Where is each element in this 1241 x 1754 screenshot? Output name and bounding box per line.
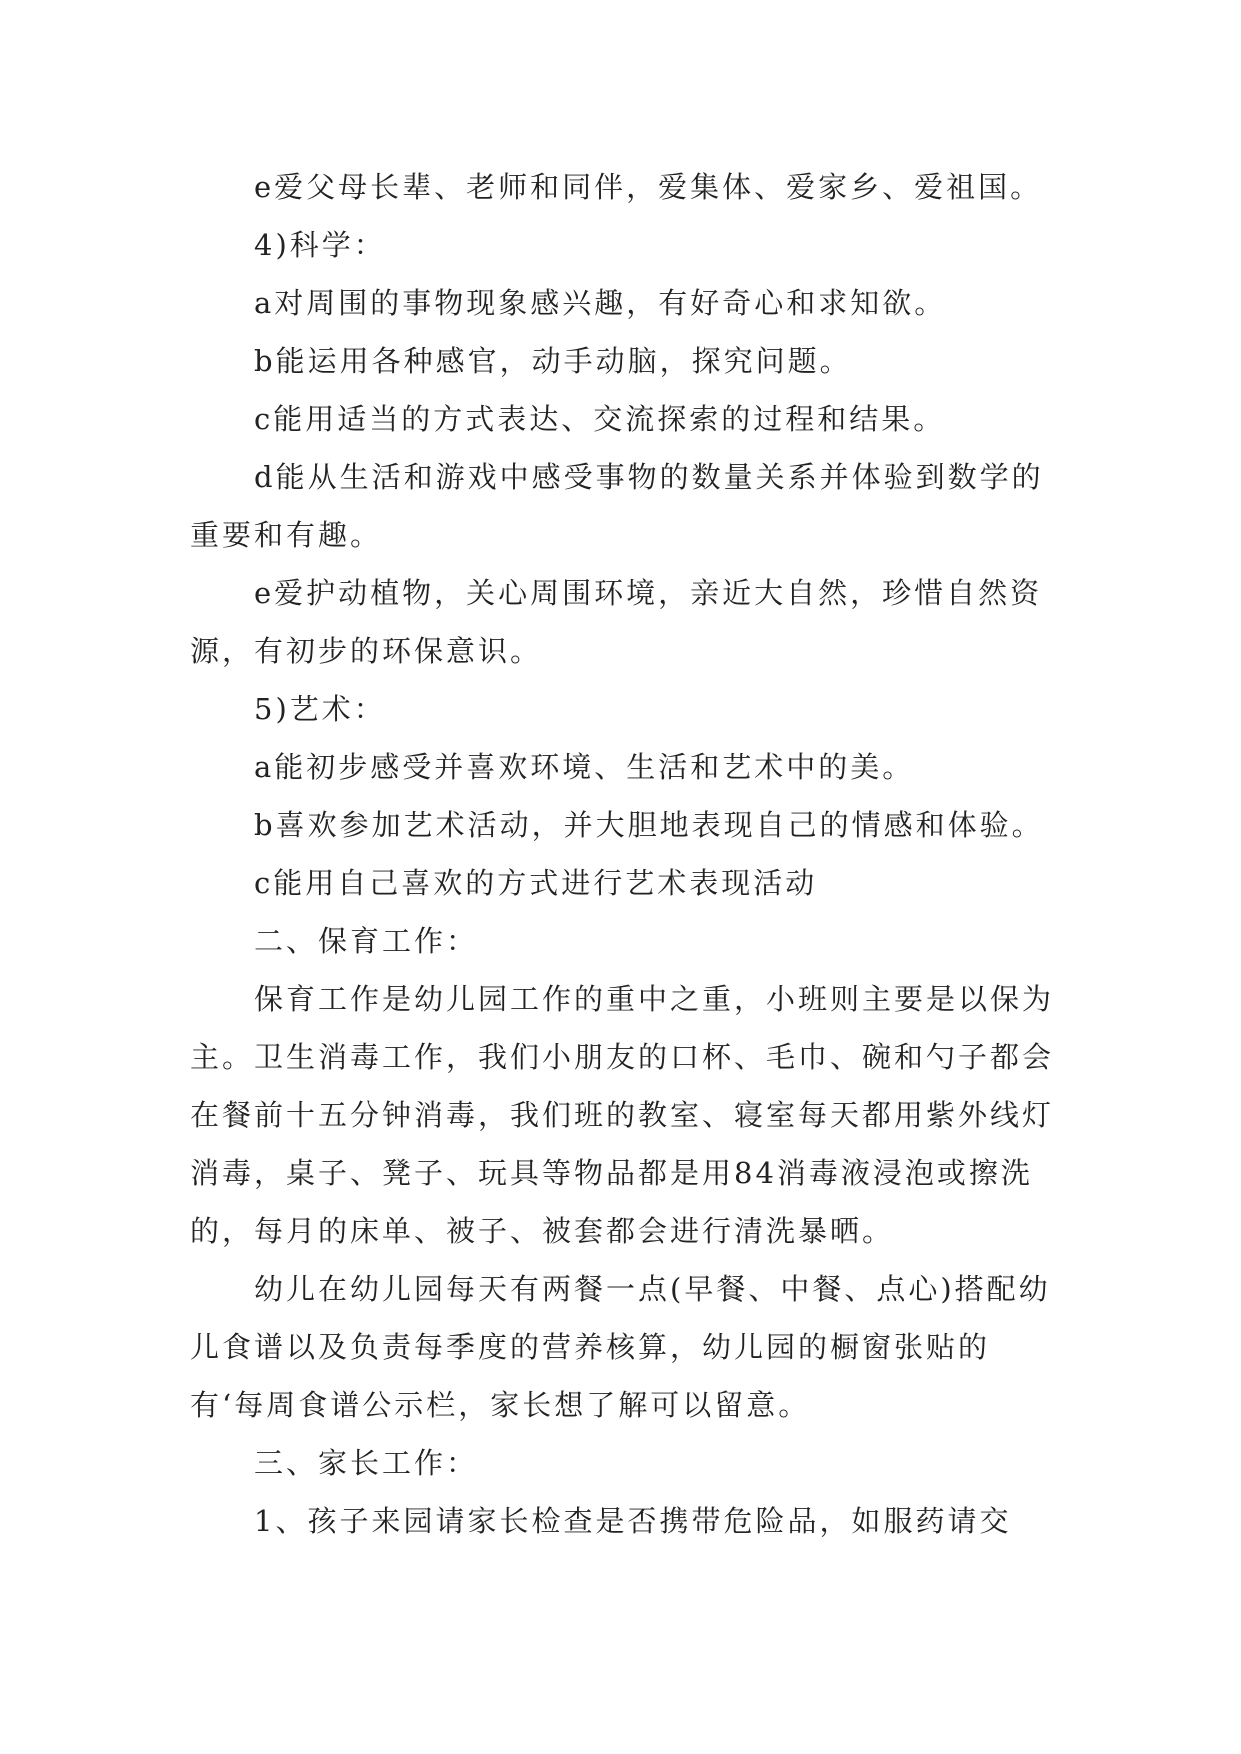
paragraph-science-a: a对周围的事物现象感兴趣，有好奇心和求知欲。 (254, 286, 947, 320)
heading-science: 4)科学： (254, 228, 386, 262)
paragraph-art-b: b喜欢参加艺术活动，并大胆地表现自己的情感和体验。 (254, 808, 1044, 842)
heading-art: 5)艺术： (254, 692, 386, 726)
paragraph-parent-1: 1、孩子来园请家长检查是否携带危险品，如服药请交 (254, 1504, 1012, 1538)
paragraph-science-c: c能用适当的方式表达、交流探索的过程和结果。 (254, 402, 946, 436)
paragraph-science-b: b能运用各种感官，动手动脑，探究问题。 (254, 344, 852, 378)
paragraph-art-c: c能用自己喜欢的方式进行艺术表现活动 (254, 866, 818, 900)
paragraph-care-work: 保育工作是幼儿园工作的重中之重，小班则主要是以保为主。卫生消毒工作，我们小朋友的口杯、毛巾、碗和勺子都会在餐前十五分钟消毒，我们班的教室、寝室每天都用紫外线灯消毒，桌子、凳子、玩具等物品都是用84消毒液浸泡或擦洗的，每月的床单、被子、被套都会进行清洗暴晒。 (190, 982, 1055, 1248)
paragraph-art-a: a能初步感受并喜欢环境、生活和艺术中的美。 (254, 750, 915, 784)
heading-parent-work: 三、家长工作： (254, 1446, 479, 1480)
heading-care-work: 二、保育工作： (254, 924, 479, 958)
paragraph-science-d: d能从生活和游戏中感受事物的数量关系并体验到数学的重要和有趣。 (190, 460, 1044, 552)
paragraph-science-e: e爱护动植物，关心周围环境，亲近大自然，珍惜自然资源，有初步的环保意识。 (190, 576, 1043, 668)
paragraph-love-family: e爱父母长辈、老师和同伴，爱集体、爱家乡、爱祖国。 (254, 170, 1043, 204)
paragraph-meals: 幼儿在幼儿园每天有两餐一点(早餐、中餐、点心)搭配幼儿食谱以及负责每季度的营养核算，幼儿园的橱窗张贴的有‘每周食谱公示栏，家长想了解可以留意。 (190, 1272, 1051, 1422)
document-body (190, 158, 1060, 1550)
